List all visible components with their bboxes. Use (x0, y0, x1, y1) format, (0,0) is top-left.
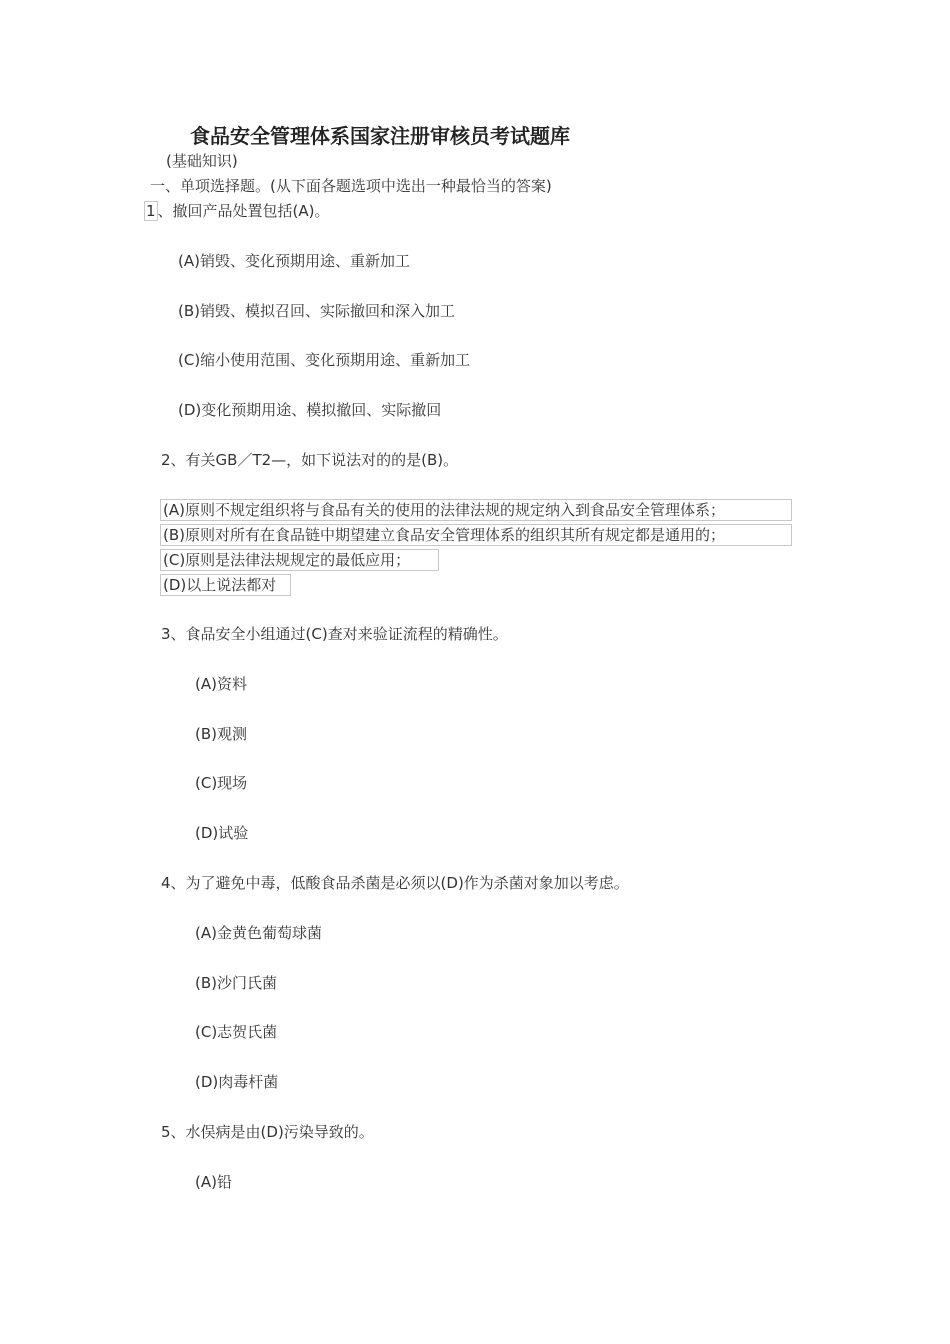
document-title: 食品安全管理体系国家注册审核员考试题库 (190, 124, 570, 148)
option-item: (B)沙门氏菌 (195, 974, 277, 992)
option-item: (C)现场 (195, 774, 248, 792)
question-4: 4、为了避免中毒，低酸食品杀菌是必须以(D)作为杀菌对象加以考虑。 (161, 874, 629, 892)
option-item: (D)肉毒杆菌 (195, 1073, 279, 1091)
question-2: 2、有关GB／T2—，如下说法对的的是(B)。 (161, 451, 459, 469)
option-item: (A)资料 (195, 675, 247, 693)
option-item: (D)以上说法都对 (160, 574, 291, 596)
question-3: 3、食品安全小组通过(C)查对来验证流程的精确性。 (161, 625, 508, 643)
option-item: (A)金黄色葡萄球菌 (195, 924, 322, 942)
option-item: (D)试验 (195, 824, 249, 842)
section-heading: 一、单项选择题。(从下面各题选项中选出一种最恰当的答案) (150, 177, 552, 195)
document-subtitle: (基础知识) (166, 152, 238, 170)
option-item: (C)原则是法律法规规定的最低应用； (160, 549, 439, 571)
option-item: (C)缩小使用范围、变化预期用途、重新加工 (178, 351, 471, 369)
option-item: (A)铅 (195, 1173, 232, 1191)
option-item: (B)销毁、模拟召回、实际撤回和深入加工 (178, 302, 455, 320)
question-5: 5、水俣病是由(D)污染导致的。 (161, 1123, 374, 1141)
question-text: 、撤回产品处置包括(A)。 (157, 202, 330, 220)
option-item: (A)原则不规定组织将与食品有关的使用的法律法规的规定纳入到食品安全管理体系； (160, 499, 792, 521)
option-item: (D)变化预期用途、模拟撤回、实际撤回 (178, 401, 442, 419)
option-item: (B)观测 (195, 725, 247, 743)
option-item: (A)销毁、变化预期用途、重新加工 (178, 252, 410, 270)
question-number: 1 (146, 202, 156, 220)
option-item: (B)原则对所有在食品链中期望建立食品安全管理体系的组织其所有规定都是通用的； (160, 524, 792, 546)
option-item: (C)志贺氏菌 (195, 1023, 278, 1041)
question-1 (144, 201, 330, 221)
